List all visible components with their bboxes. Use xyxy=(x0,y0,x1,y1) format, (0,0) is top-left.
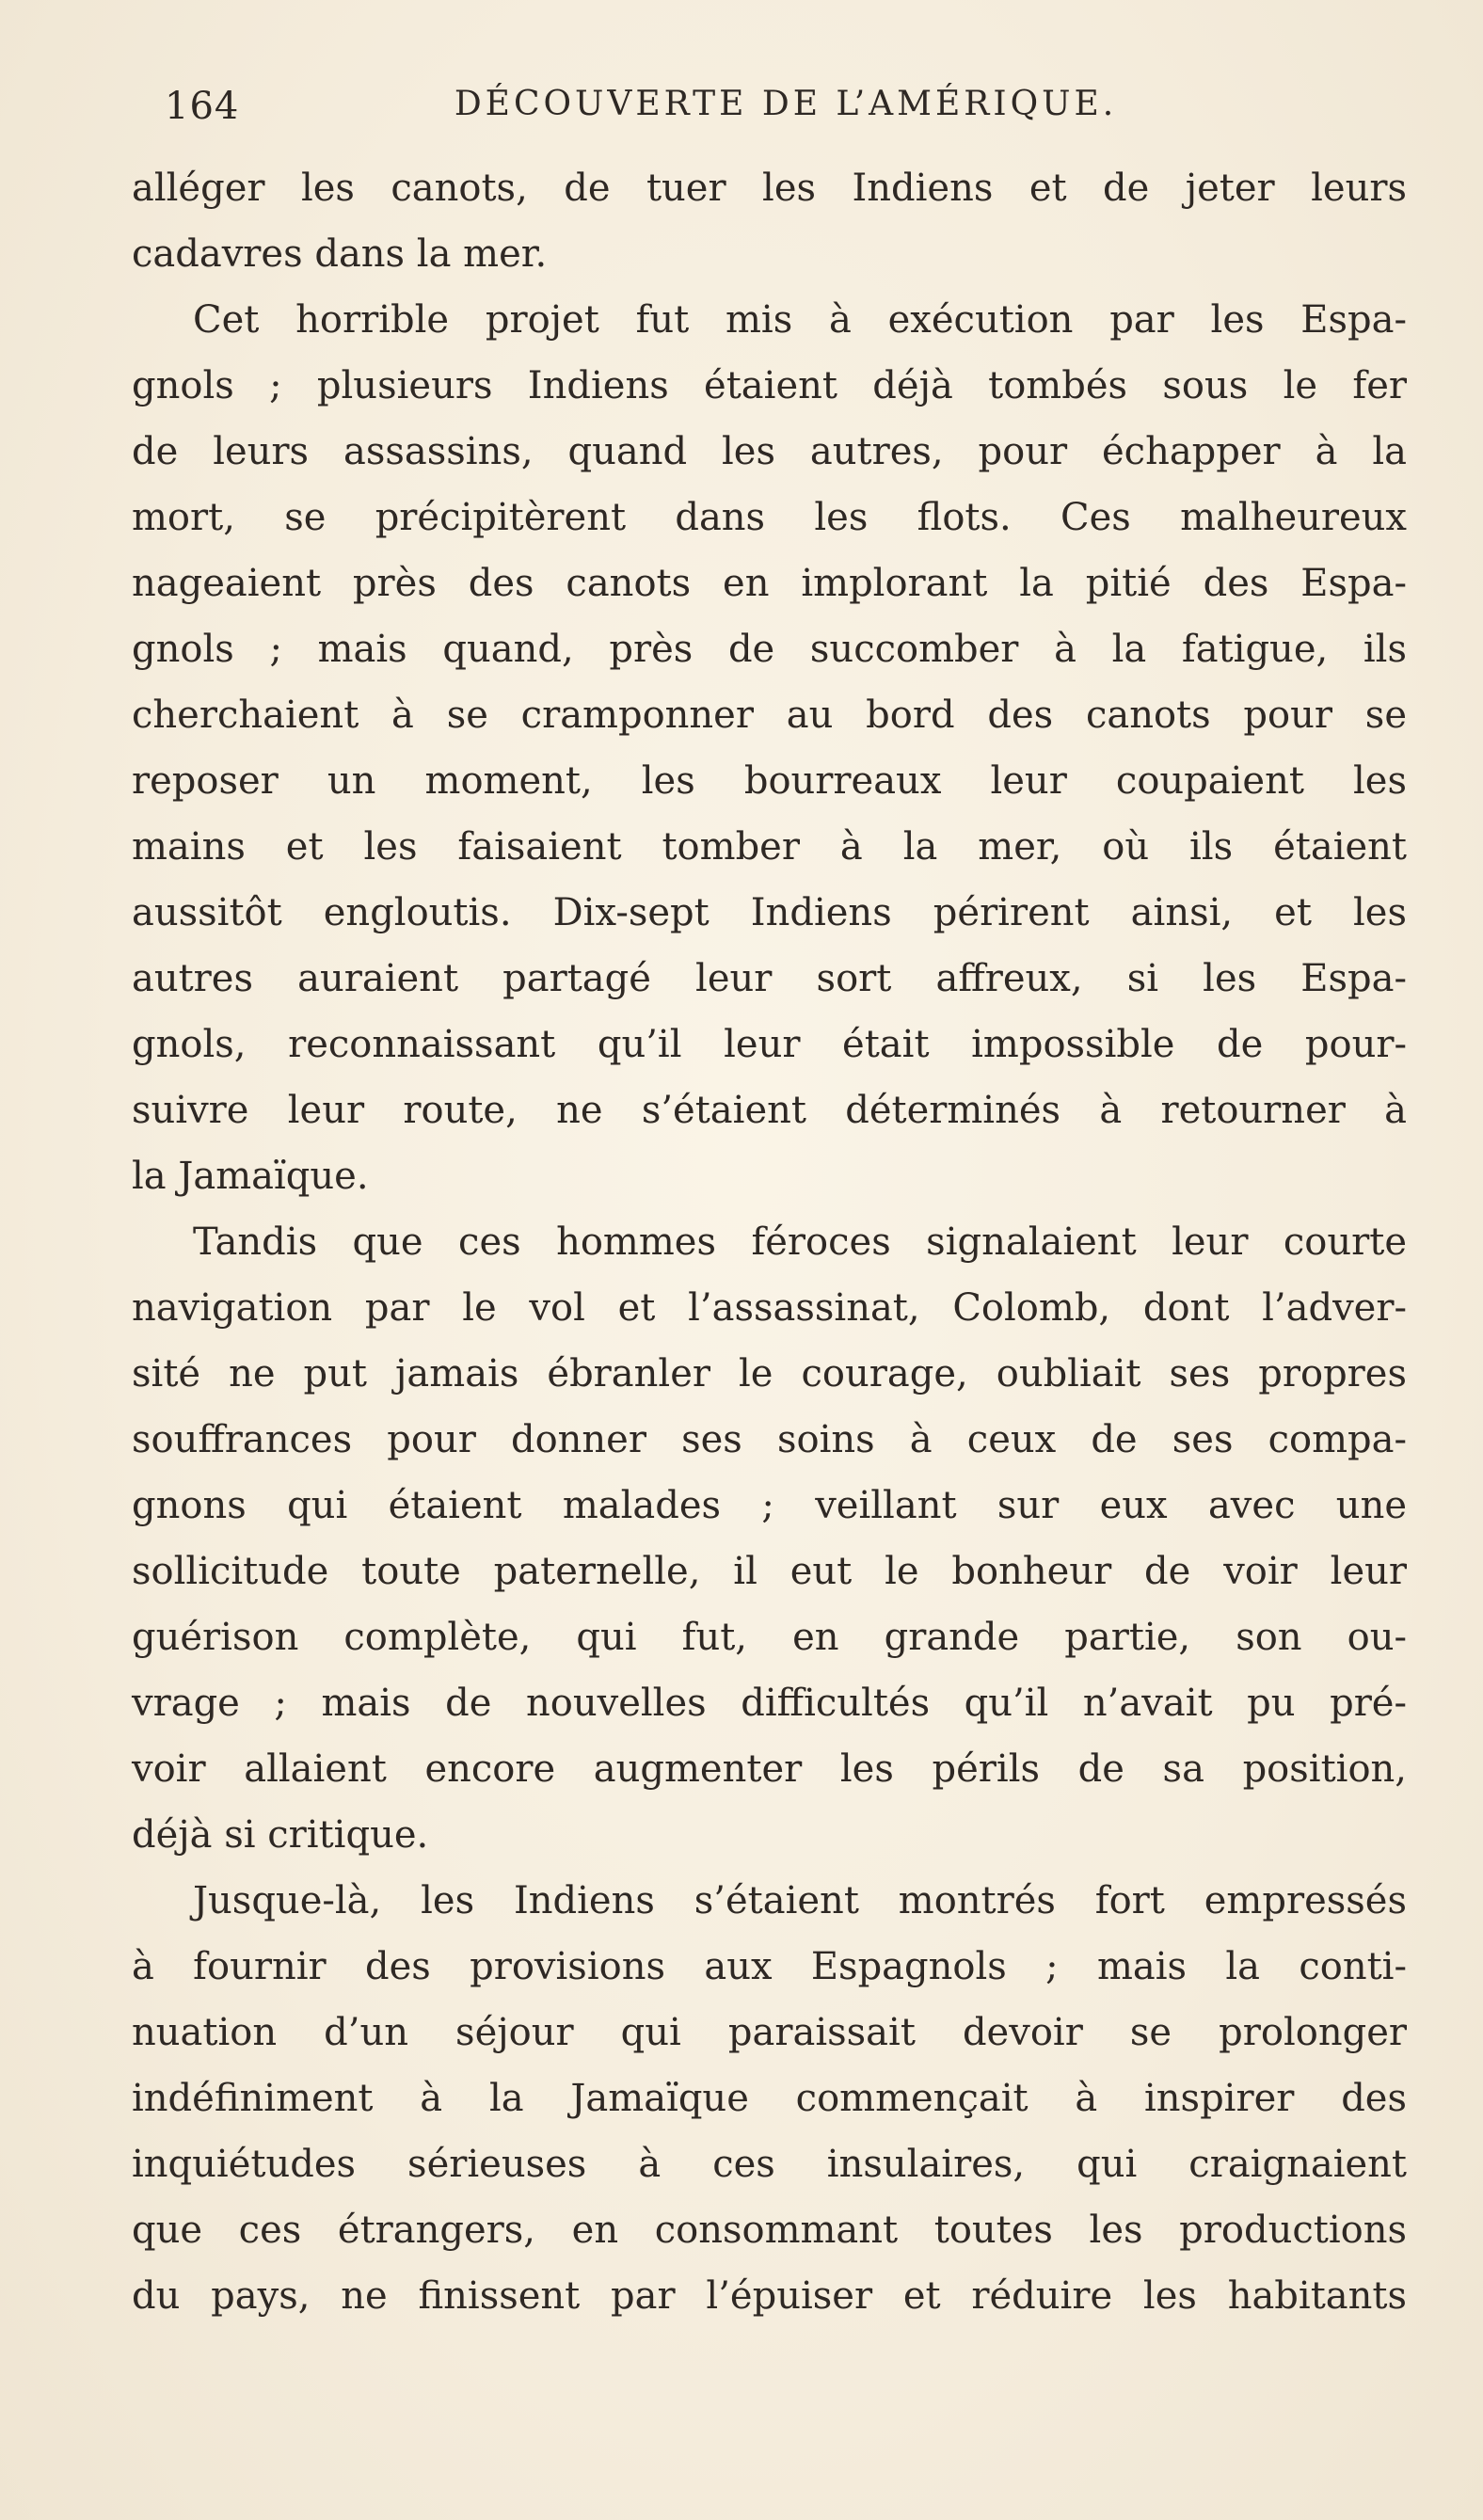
text-line: guérison complète, qui fut, en grande partie, son ou- xyxy=(132,1616,1407,1659)
text-line: nageaient près des canots en implorant la pitié des Espa- xyxy=(132,562,1407,605)
text-line: suivre leur route, ne s’étaient déterminés à retourner à xyxy=(132,1089,1407,1132)
text-line: la Jamaïque. xyxy=(132,1155,369,1198)
text-line: aussitôt engloutis. Dix-sept Indiens périrent ainsi, et les xyxy=(132,891,1407,934)
running-title: DÉCOUVERTE DE L’AMÉRIQUE. xyxy=(454,85,1118,123)
body-text xyxy=(132,155,1407,2329)
text-line: Cet horrible projet fut mis à exécution par les Espa- xyxy=(193,298,1407,342)
text-line: navigation par le vol et l’assassinat, Colomb, dont l’adver- xyxy=(132,1286,1407,1330)
text-line: cadavres dans la mer. xyxy=(132,232,548,276)
text-line: Tandis que ces hommes féroces signalaient leur courte xyxy=(193,1220,1407,1264)
text-line: que ces étrangers, en consommant toutes les productions xyxy=(132,2209,1407,2252)
text-line: du pays, ne finissent par l’épuiser et réduire les habitants xyxy=(132,2274,1407,2318)
text-line: mort, se précipitèrent dans les flots. Ces malheureux xyxy=(132,496,1407,539)
text-line: vrage ; mais de nouvelles difficultés qu’il n’avait pu pré- xyxy=(132,1682,1407,1725)
text-line: autres auraient partagé leur sort affreux, si les Espa- xyxy=(132,957,1407,1000)
text-line: déjà si critique. xyxy=(132,1813,429,1857)
text-line: sité ne put jamais ébranler le courage, oubliait ses propres xyxy=(132,1352,1407,1396)
text-line: gnols ; plusieurs Indiens étaient déjà tombés sous le fer xyxy=(132,364,1407,407)
text-line: Jusque-là, les Indiens s’étaient montrés fort empressés xyxy=(193,1879,1407,1922)
text-line: nuation d’un séjour qui paraissait devoir se prolonger xyxy=(132,2011,1407,2054)
text-line: inquiétudes sérieuses à ces insulaires, qui craignaient xyxy=(132,2143,1407,2186)
text-line: souffrances pour donner ses soins à ceux de ses compa- xyxy=(132,1418,1407,1461)
text-line: alléger les canots, de tuer les Indiens et de jeter leurs xyxy=(132,167,1407,210)
text-line: gnols ; mais quand, près de succomber à la fatigue, ils xyxy=(132,628,1407,671)
page-header xyxy=(165,85,1407,137)
text-line: à fournir des provisions aux Espagnols ; mais la conti- xyxy=(132,1945,1407,1988)
text-line: voir allaient encore augmenter les périls de sa position, xyxy=(132,1747,1407,1791)
text-line: sollicitude toute paternelle, il eut le bonheur de voir leur xyxy=(132,1550,1407,1593)
text-line: reposer un moment, les bourreaux leur coupaient les xyxy=(132,759,1407,803)
text-line: de leurs assassins, quand les autres, pour échapper à la xyxy=(132,430,1407,473)
text-line: indéfiniment à la Jamaïque commençait à inspirer des xyxy=(132,2077,1407,2120)
page-number: 164 xyxy=(165,85,240,128)
text-line: gnons qui étaient malades ; veillant sur eux avec une xyxy=(132,1484,1407,1527)
text-line: gnols, reconnaissant qu’il leur était impossible de pour- xyxy=(132,1023,1407,1066)
text-line: cherchaient à se cramponner au bord des canots pour se xyxy=(132,694,1407,737)
text-line: mains et les faisaient tomber à la mer, où ils étaient xyxy=(132,825,1407,869)
